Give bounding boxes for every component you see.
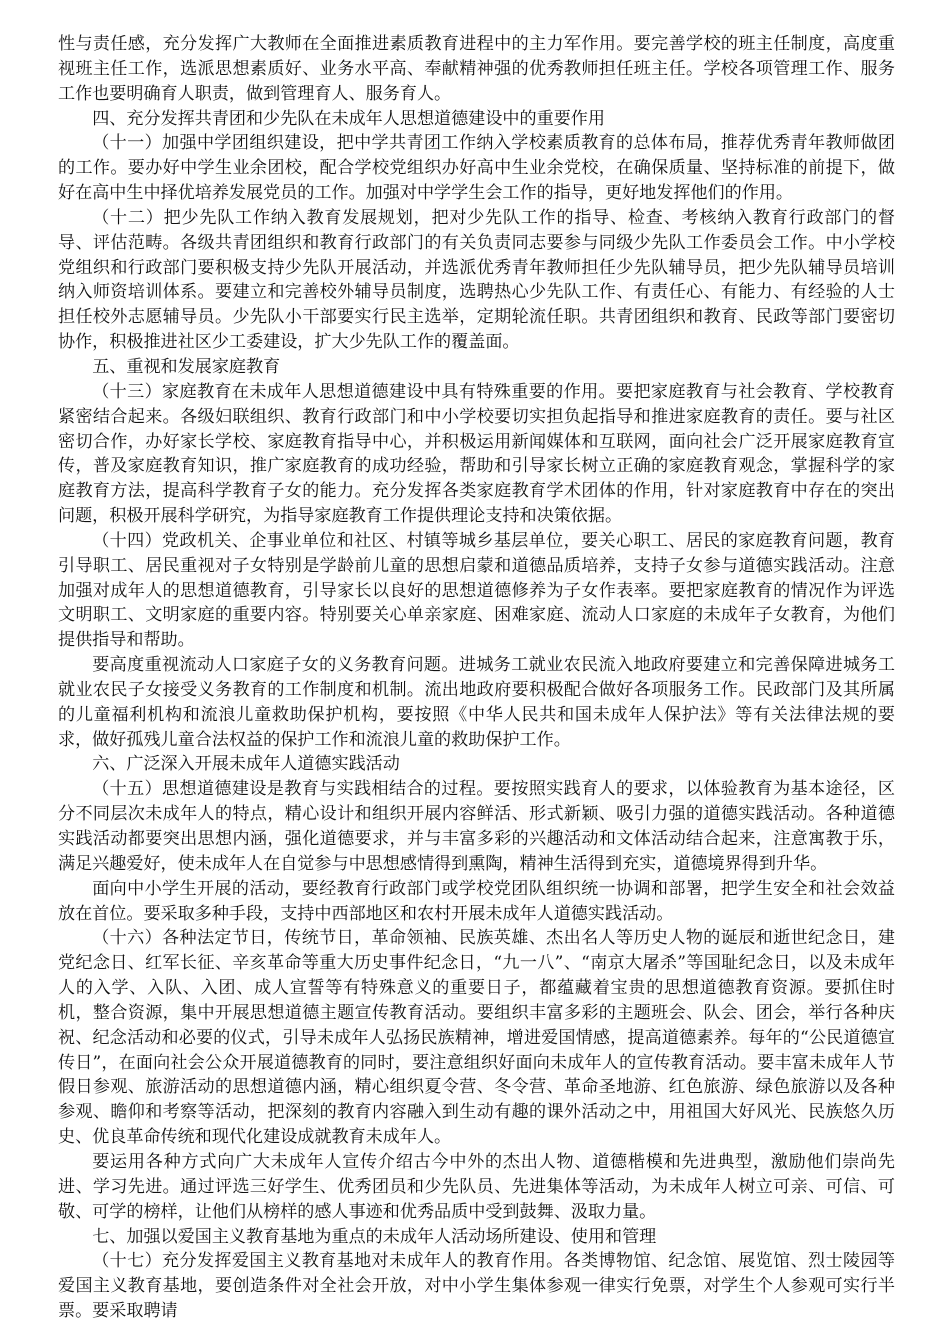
section-heading-5: 五、重视和发展家庭教育 — [92, 356, 281, 377]
section-heading-7: 七、加强以爱国主义教育基地为重点的未成年人活动场所建设、使用和管理 — [92, 1226, 657, 1247]
paragraph-item-15: （十五）思想道德建设是教育与实践相结合的过程。要按照实践育人的要求，以体验教育为基本途径，区分不同层次未成年人的特点，精心设计和组织开展内容鲜活、形式新颖、吸引力强的道德实践活动。各种道德实践活动都要突出思想内涵，强化道德要求，并与丰富多彩的兴趣活动和文体活动结合起来，注意寓教于乐，满足兴趣爱好，使未成年人在自觉参与中思想感情得到熏陶，精神生活得到充实，道德境界得到升华。 — [58, 779, 895, 874]
paragraph-item-12: （十二）把少先队工作纳入教育发展规划，把对少先队工作的指导、检查、考核纳入教育行政部门的督导、评估范畴。各级共青团组织和教育行政部门的有关负责同志要参与同级少先队工作委员会工作。中小学校党组织和行政部门要积极支持少先队开展活动，并选派优秀青年教师担任少先队辅导员，把少先队辅导员培训纳入师资培训体系。要建立和完善校外辅导员制度，选聘热心少先队工作、有责任心、有能力、有经验的人士担任校外志愿辅导员。少先队小干部要实行民主选举，定期轮流任职。共青团组织和教育、民政等部门要密切协作，积极推进社区少工委建设，扩大少先队工作的覆盖面。 — [58, 207, 895, 353]
paragraph-item-16: （十六）各种法定节日，传统节日，革命领袖、民族英雄、杰出名人等历史人物的诞辰和逝世纪念日，建党纪念日、红军长征、辛亥革命等重大历史事件纪念日，“九一八”、“南京大屠杀”等国耻纪念日，以及未成年人的入学、入队、入团、成人宣誓等有特殊意义的重要日子，都蕴藏着宝贵的思想道德教育资源。要抓住时机，整合资源，集中开展思想道德主题宣传教育活动。要组织丰富多彩的主题班会、队会、团会，举行各种庆祝、纪念活动和必要的仪式，引导未成年人弘扬民族精神，增进爱国情感，提高道德素养。每年的“公民道德宣传日”，在面向社会公众开展道德教育的同时，要注意组织好面向未成年人的宣传教育活动。要丰富未成年人节假日参观、旅游活动的思想道德内涵，精心组织夏令营、冬令营、革命圣地游、红色旅游、绿色旅游以及各种参观、瞻仰和考察等活动，把深刻的教育内容融入到生动有趣的课外活动之中，用祖国大好风光、民族悠久历史、优良革命传统和现代化建设成就教育未成年人。 — [58, 928, 895, 1148]
paragraph-student-activities: 面向中小学生开展的活动，要经教育行政部门或学校党团队组织统一协调和部署，把学生安全和社会效益放在首位。要采取多种手段，支持中西部地区和农村开展未成年人道德实践活动。 — [58, 878, 895, 924]
paragraph-item-14: （十四）党政机关、企事业单位和社区、村镇等城乡基层单位，要关心职工、居民的家庭教育问题，教育引导职工、居民重视对子女特别是学龄前儿童的思想启蒙和道德品质培养，支持子女参与道德实践活动。注意加强对成年人的思想道德教育，引导家长以良好的思想道德修养为子女作表率。要把家庭教育的情况作为评选文明职工、文明家庭的重要内容。特别要关心单亲家庭、困难家庭、流动人口家庭的未成年子女教育，为他们提供指导和帮助。 — [58, 530, 895, 651]
paragraph-migrant-children: 要高度重视流动人口家庭子女的义务教育问题。进城务工就业农民流入地政府要建立和完善保障进城务工就业农民子女接受义务教育的工作制度和机制。流出地政府要积极配合做好各项服务工作。民政部门及其所属的儿童福利机构和流浪儿童救助保护机构，要按照《中华人民共和国未成年人保护法》等有关法律法规的要求，做好孤残儿童合法权益的保护工作和流浪儿童的救助保护工作。 — [58, 655, 895, 750]
paragraph-item-17: （十七）充分发挥爱国主义教育基地对未成年人的教育作用。各类博物馆、纪念馆、展览馆、烈士陵园等爱国主义教育基地，要创造条件对全社会开放，对中小学生集体参观一律实行免票，对学生个人参观可实行半票。要采取聘请 — [58, 1251, 895, 1322]
paragraph-item-13: （十三）家庭教育在未成年人思想道德建设中具有特殊重要的作用。要把家庭教育与社会教育、学校教育紧密结合起来。各级妇联组织、教育行政部门和中小学校要切实担负起指导和推进家庭教育的责任。要与社区密切合作，办好家长学校、家庭教育指导中心，并积极运用新闻媒体和互联网，面向社会广泛开展家庭教育宣传，普及家庭教育知识，推广家庭教育的成功经验，帮助和引导家长树立正确的家庭教育观念，掌握科学的家庭教育方法，提高科学教育子女的能力。充分发挥各类家庭教育学术团体的作用，针对家庭教育中存在的突出问题，积极开展科学研究，为指导家庭教育工作提供理论支持和决策依据。 — [58, 381, 895, 527]
section-heading-4: 四、充分发挥共青团和少先队在未成年人思想道德建设中的重要作用 — [92, 108, 605, 129]
paragraph-role-models: 要运用各种方式向广大未成年人宣传介绍古今中外的杰出人物、道德楷模和先进典型，激励他们崇尚先进、学习先进。通过评选三好学生、优秀团员和少先队员、先进集体等活动，为未成年人树立可亲、可信、可敬、可学的榜样，让他们从榜样的感人事迹和优秀品质中受到鼓舞、汲取力量。 — [58, 1151, 895, 1222]
section-heading-6: 六、广泛深入开展未成年人道德实践活动 — [92, 754, 400, 775]
paragraph-item-11: （十一）加强中学团组织建设，把中学共青团工作纳入学校素质教育的总体布局，推荐优秀青年教师做团的工作。要办好中学生业余团校，配合学校党组织办好高中生业余党校，在确保质量、坚持标准的前提下，做好在高中生中择优培养发展党员的工作。加强对中学学生会工作的指导，更好地发挥他们的作用。 — [58, 133, 895, 204]
paragraph-continuation: 性与责任感，充分发挥广大教师在全面推进素质教育进程中的主力军作用。要完善学校的班主任制度，高度重视班主任工作，选派思想素质好、业务水平高、奉献精神强的优秀教师担任班主任。学校各项管理工作、服务工作也要明确育人职责，做到管理育人、服务育人。 — [58, 34, 895, 104]
